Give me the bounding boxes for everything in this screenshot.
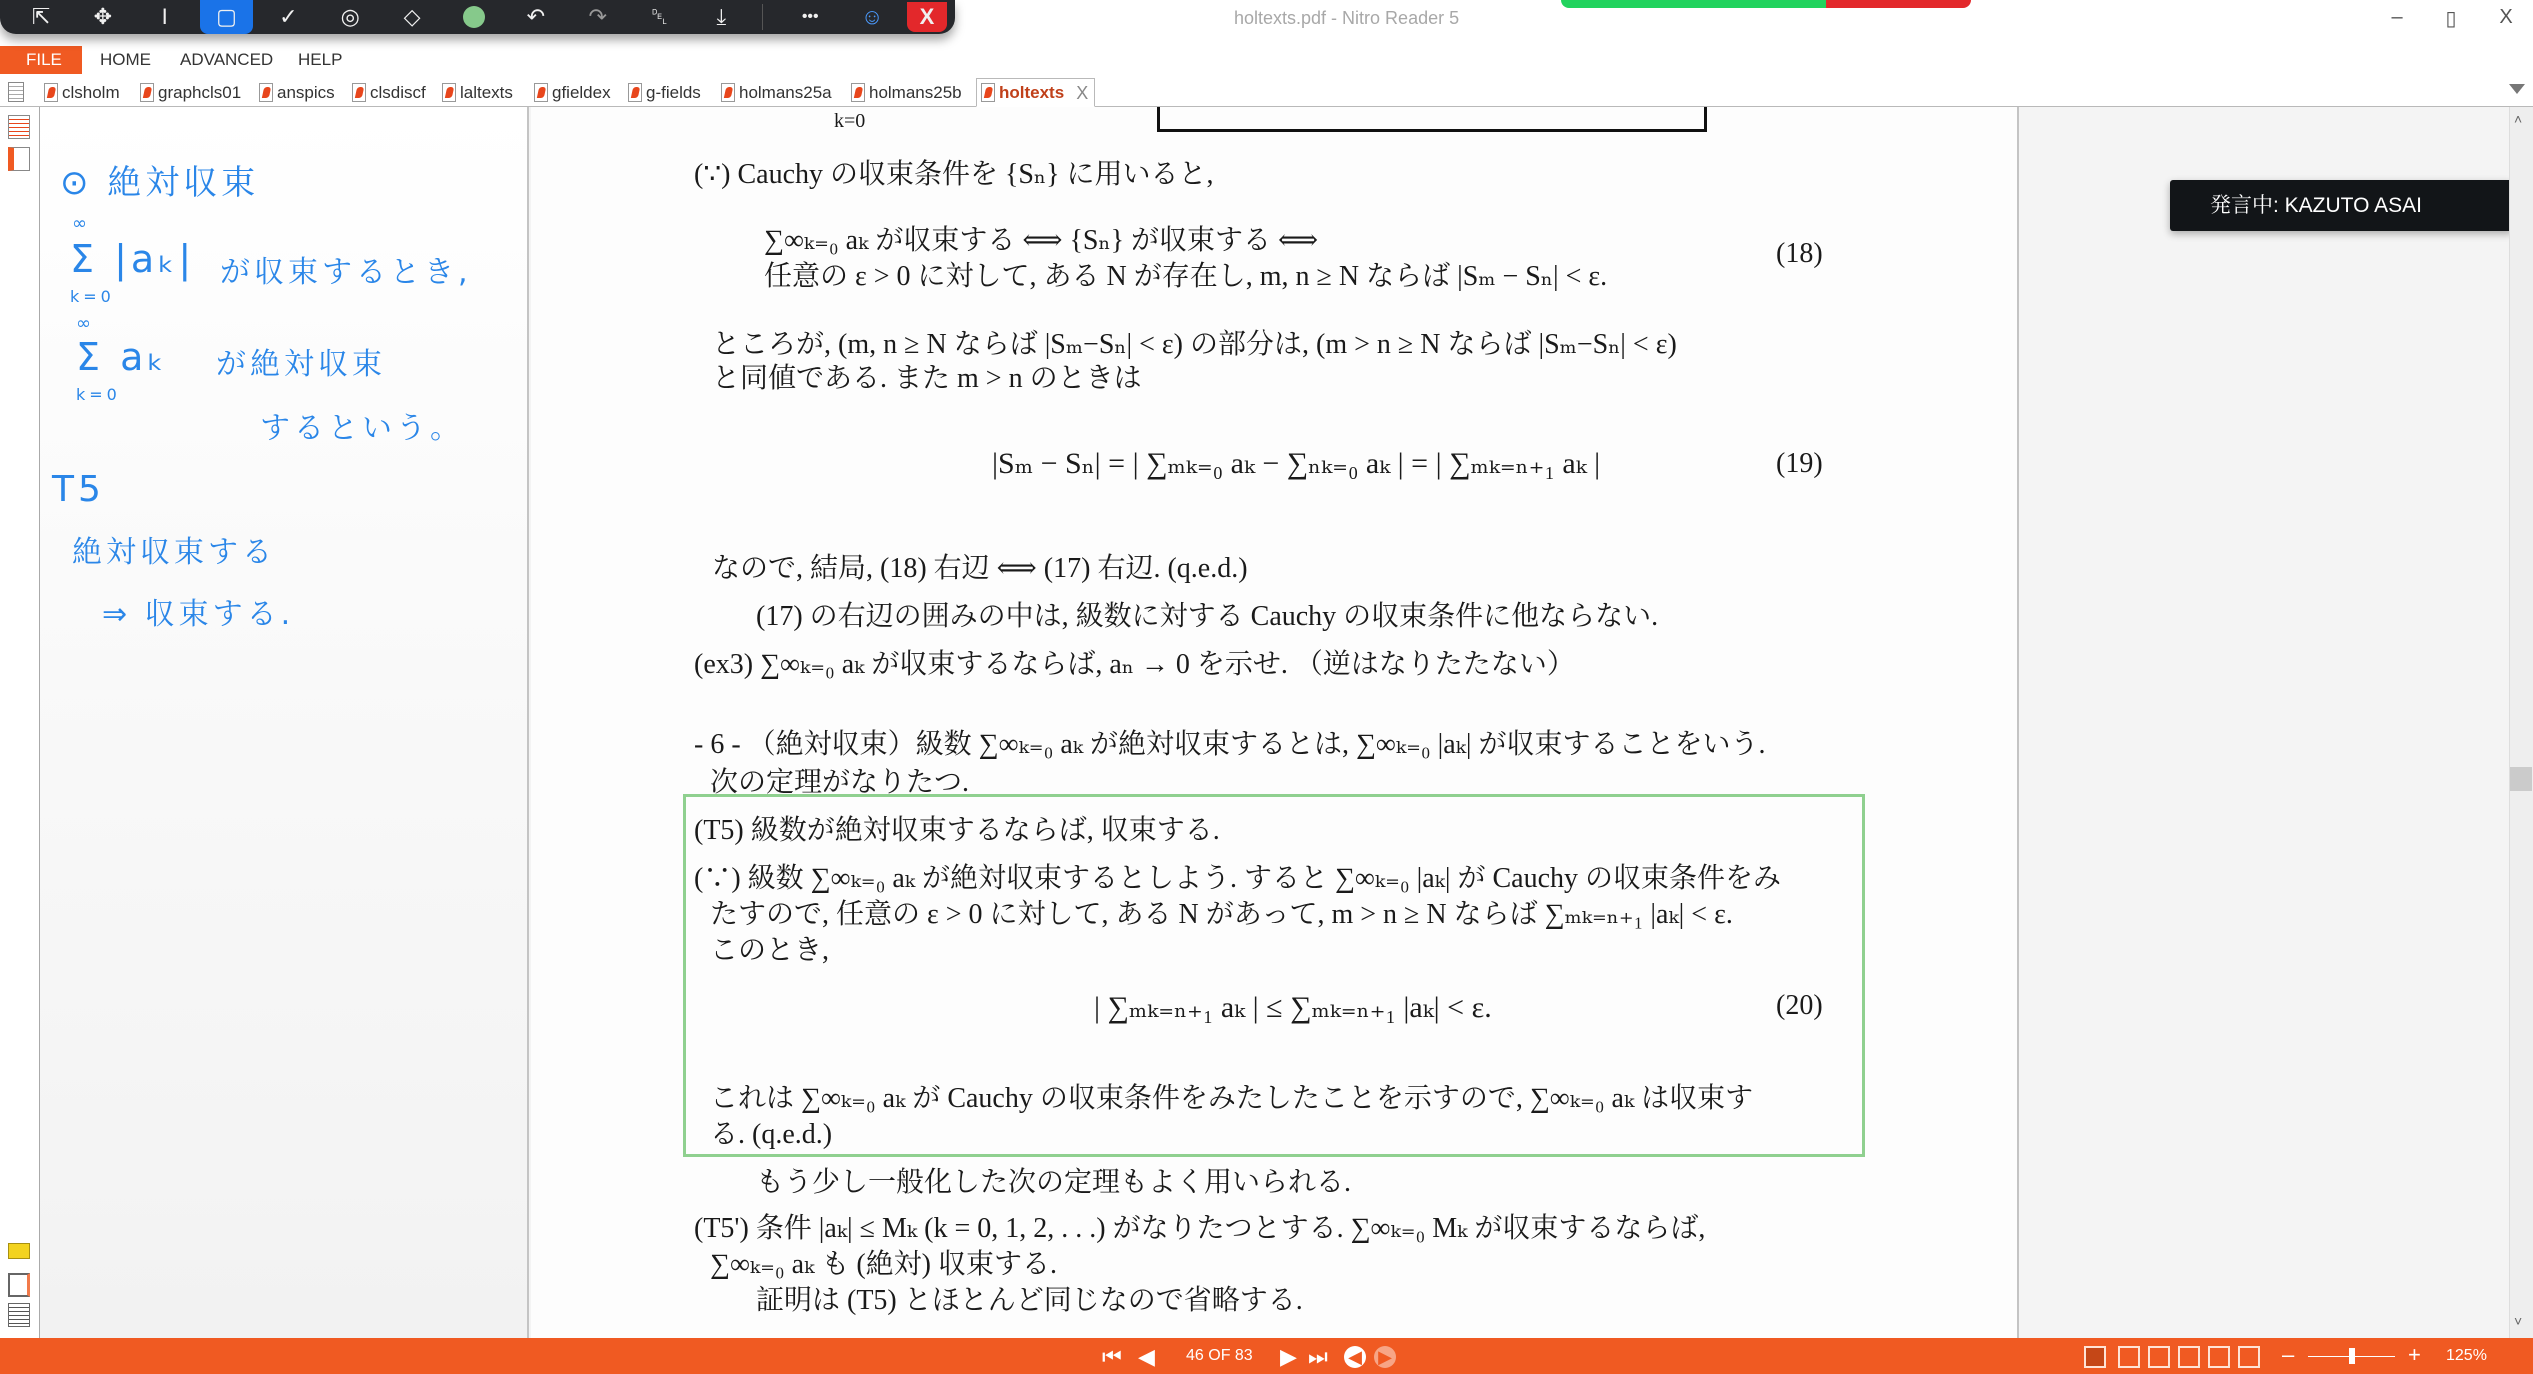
first-page-button[interactable]: ⏮ (1102, 1344, 1122, 1369)
eq18-number: (18) (1776, 238, 1823, 269)
note-line4: するという。 (260, 411, 464, 446)
tab-list-icon[interactable] (8, 82, 24, 102)
pdf-file-icon (981, 83, 995, 102)
pdf-file-icon (534, 83, 548, 102)
vertical-scrollbar[interactable] (2509, 107, 2533, 1338)
note-sum1: Σ |aₖ| (70, 237, 196, 281)
paragraph-3: なので, 結局, (18) 右辺 ⟺ (17) 右辺. (q.e.d.) (712, 553, 1248, 584)
note-sum2-lower: k=0 (76, 385, 121, 404)
pdf-file-icon (721, 83, 735, 102)
tab-graphcls01[interactable]: graphcls01 (140, 78, 241, 107)
tab-holmans25b[interactable]: holmans25b (851, 78, 962, 107)
paragraph-5: もう少し一般化した次の定理もよく用いられる. (756, 1167, 1352, 1198)
paragraph-2-line2: と同値である. また m > n のときは (712, 363, 1142, 394)
speaker-banner: 発言中: KAZUTO ASAI (2170, 180, 2513, 231)
boxed-equation-fragment (1157, 107, 1707, 132)
cover-continuous-view-icon[interactable] (2238, 1346, 2260, 1368)
proof-line4: これは ∑∞ₖ₌₀ aₖ が Cauchy の収束条件をみたしたことを示すので, ∑∞ₖ₌₀ aₖ は収束す (710, 1083, 1754, 1114)
back-view-button[interactable]: ◀ (1344, 1346, 1366, 1368)
meeting-status-bar (1561, 0, 1971, 8)
tab-close-icon[interactable]: X (1076, 82, 1089, 103)
facing-view-icon[interactable] (2148, 1346, 2170, 1368)
eq19-number: (19) (1776, 448, 1823, 479)
spotlight-icon[interactable]: ◎ (340, 4, 360, 29)
proof-line3: このとき, (710, 935, 830, 966)
side-rail (0, 107, 40, 1338)
pdf-file-icon (851, 83, 865, 102)
rectangle-tool-icon[interactable]: ▢ (200, 0, 254, 34)
theorem-t5-prime-line2: ∑∞ₖ₌₀ aₖ も (絶対) 収束する. (710, 1249, 1057, 1280)
last-page-button[interactable]: ⏭ (1308, 1344, 1328, 1369)
annotation-toolbar (0, 0, 955, 34)
document-tabs (0, 74, 2533, 107)
pdf-file-icon (259, 83, 273, 102)
note-t5: T5 (52, 469, 105, 510)
ribbon-menu (0, 46, 2533, 74)
scroll-up-icon[interactable]: ˄ (2514, 111, 2523, 127)
zoom-level[interactable]: 125% (2446, 1347, 2487, 1364)
page-indicator[interactable]: 46 OF 83 (1186, 1347, 1253, 1364)
section-6-line2: 次の定理がなりたつ. (710, 767, 970, 798)
minimize-button[interactable]: ‒ (2391, 6, 2403, 28)
eq19: |Sₘ − Sₙ| = | ∑ₘₖ₌₀ aₖ − ∑ₙₖ₌₀ aₖ | = | ∑ₘₖ₌ₙ₊₁ aₖ | (992, 447, 1601, 480)
section-6-line1: - 6 - （絶対収束）級数 ∑∞ₖ₌₀ aₖ が絶対収束するとは, ∑∞ₖ₌₀ |aₖ| が収束することをいう. (694, 729, 1766, 760)
facing-continuous-view-icon[interactable] (2178, 1346, 2200, 1368)
proof-line5: る. (q.e.d.) (710, 1119, 833, 1150)
top-fragment-subscript: k=0 (834, 110, 866, 132)
menu-advanced[interactable]: ADVANCED (180, 50, 274, 69)
tab-laltexts[interactable]: laltexts (442, 78, 513, 107)
pdf-file-icon (352, 83, 366, 102)
menu-home[interactable]: HOME (100, 50, 151, 69)
tab-gfieldex[interactable]: gfieldex (534, 78, 611, 107)
tab-clsdiscf[interactable]: clsdiscf (352, 78, 426, 107)
menu-help[interactable]: HELP (298, 50, 343, 69)
note-line2: が収束するとき, (220, 255, 472, 290)
more-icon[interactable]: ••• (801, 8, 819, 25)
text-cursor-icon[interactable]: I (161, 4, 168, 29)
window-close-button[interactable]: X (2499, 6, 2513, 28)
select-arrow-icon[interactable]: ⇱ (31, 4, 51, 29)
proof-line2: たすので, 任意の ε > 0 に対して, ある N があって, m > n ≥ N ならば ∑ₘₖ₌ₙ₊₁ |aₖ| < ε. (710, 899, 1733, 930)
outline-icon[interactable] (8, 1303, 30, 1327)
paragraph-2-line1: ところが, (m, n ≥ N ならば |Sₘ−Sₙ| < ε) の部分は, (m > n ≥ N ならば |Sₘ−Sₙ| < ε) (712, 329, 1677, 360)
zoom-out-button[interactable]: – (2282, 1342, 2295, 1367)
cover-view-icon[interactable] (2208, 1346, 2230, 1368)
tab-anspics[interactable]: anspics (259, 78, 335, 107)
tab-dropdown-icon[interactable] (2509, 84, 2525, 94)
eraser-icon[interactable]: ◇ (403, 4, 421, 29)
eq18-line1: ∑∞ₖ₌₀ aₖ が収束する ⟺ {Sₙ} が収束する ⟺ (764, 225, 1319, 256)
theorem-t5-prime-line1: (T5') 条件 |aₖ| ≤ Mₖ (k = 0, 1, 2, . . .) がなりたつとする. ∑∞ₖ₌₀ Mₖ が収束するならば, (694, 1213, 1706, 1244)
comments-icon[interactable] (8, 1243, 30, 1259)
window-title: holtexts.pdf - Nitro Reader 5 (1234, 8, 1460, 28)
move-icon[interactable]: ✥ (93, 4, 112, 29)
undo-icon[interactable]: ↶ (526, 4, 546, 29)
next-page-button[interactable]: ▶ (1280, 1344, 1297, 1369)
handwritten-notes-panel[interactable] (40, 107, 529, 1338)
eq18-line2: 任意の ε > 0 に対して, ある N が存在し, m, n ≥ N ならば |Sₘ − Sₙ| < ε. (764, 261, 1608, 292)
note-line7: ⇒ 収束する. (102, 597, 295, 632)
eq20: | ∑ₘₖ₌ₙ₊₁ aₖ | ≤ ∑ₘₖ₌ₙ₊₁ |aₖ| < ε. (1094, 991, 1492, 1024)
note-sum2-upper: ∞ (76, 313, 95, 334)
tab-holmans25a[interactable]: holmans25a (721, 78, 832, 107)
green-color-icon (463, 6, 485, 28)
note-sum2: Σ aₖ (76, 335, 168, 379)
theorem-t5-prime-line3: 証明は (T5) とほとんど同じなので省略する. (756, 1285, 1303, 1316)
theorem-t5: (T5) 級数が絶対収束するならば, 収束する. (694, 815, 1220, 846)
exercise-3: (ex3) ∑∞ₖ₌₀ aₖ が収束するならば, aₙ → 0 を示せ. （逆はなりたたない） (694, 649, 1575, 680)
note-sum1-lower: k=0 (70, 287, 115, 306)
download-icon[interactable]: ⤓ (716, 4, 727, 29)
pdf-file-icon (140, 83, 154, 102)
redo-icon[interactable]: ↷ (588, 4, 607, 29)
eq20-number: (20) (1776, 990, 1823, 1021)
proof-line1: (∵) 級数 ∑∞ₖ₌₀ aₖ が絶対収束するとしよう. すると ∑∞ₖ₌₀ |aₖ| が Cauchy の収束条件をみ (694, 863, 1782, 894)
pdf-file-icon (44, 83, 58, 102)
forward-view-button[interactable]: ▶ (1374, 1346, 1396, 1368)
checkmark-icon[interactable]: ✓ (279, 4, 298, 29)
pdf-file-icon (628, 83, 642, 102)
status-bar (0, 1338, 2533, 1374)
scroll-down-icon[interactable]: ˅ (2514, 1313, 2523, 1329)
delete-icon[interactable]: ␡ (650, 4, 669, 29)
page-thumbnails-icon[interactable] (8, 115, 30, 139)
toolbar-divider (762, 4, 763, 30)
note-line6: 絶対収束する (72, 535, 276, 570)
color-picker-button[interactable] (447, 2, 501, 32)
zoom-in-button[interactable]: + (2408, 1342, 2421, 1367)
user-shield-icon[interactable]: ☺ (860, 4, 884, 29)
scrollbar-thumb[interactable] (2510, 767, 2532, 791)
pdf-file-icon (442, 83, 456, 102)
menu-file[interactable]: FILE (0, 46, 82, 74)
note-sum1-upper: ∞ (72, 213, 91, 234)
note-heading: ⊙ 絶対収束 (60, 163, 260, 203)
maximize-button[interactable]: ▯ (2445, 8, 2457, 30)
right-gutter (2017, 107, 2503, 1338)
tab-clsholm[interactable]: clsholm (44, 78, 120, 107)
attachments-icon[interactable] (8, 1273, 30, 1297)
proof-intro: (∵) Cauchy の収束条件を {Sₙ} に用いると, (694, 159, 1214, 190)
close-toolbar-button[interactable]: X (907, 2, 947, 32)
zoom-slider-thumb[interactable] (2349, 1348, 2355, 1364)
single-page-view-icon[interactable] (2084, 1346, 2106, 1368)
note-line3: が絶対収束 (216, 347, 386, 382)
tab-g-fields[interactable]: g-fields (628, 78, 701, 107)
prev-page-button[interactable]: ◀ (1138, 1344, 1155, 1369)
continuous-view-icon[interactable] (2118, 1346, 2140, 1368)
paragraph-4: (17) の右辺の囲みの中は, 級数に対する Cauchy の収束条件に他ならない. (756, 601, 1659, 632)
tab-holtexts[interactable]: holtexts X (976, 78, 1095, 107)
bookmarks-icon[interactable] (8, 147, 30, 171)
